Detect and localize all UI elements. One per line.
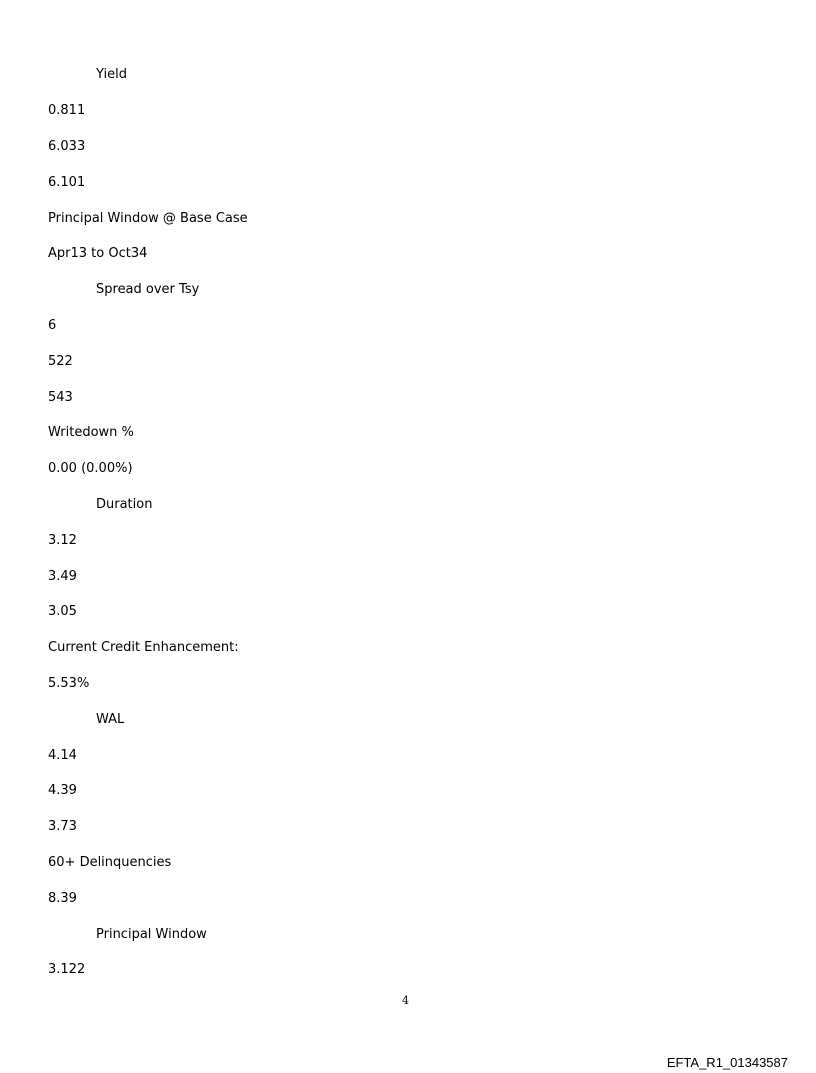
document-id: EFTA_R1_01343587 bbox=[666, 1055, 788, 1070]
principal-window-heading: Principal Window bbox=[96, 927, 207, 942]
yield-value-1: 0.811 bbox=[48, 103, 86, 118]
principal-window-base-value: Apr13 to Oct34 bbox=[48, 246, 148, 261]
yield-heading: Yield bbox=[96, 67, 127, 82]
page-number: 4 bbox=[402, 994, 409, 1007]
wal-heading: WAL bbox=[96, 712, 125, 727]
duration-value-3: 3.05 bbox=[48, 604, 77, 619]
yield-value-3: 6.101 bbox=[48, 175, 86, 190]
spread-value-2: 522 bbox=[48, 354, 73, 369]
credit-enhancement-value: 5.53% bbox=[48, 676, 90, 691]
yield-value-2: 6.033 bbox=[48, 139, 86, 154]
duration-value-2: 3.49 bbox=[48, 569, 77, 584]
writedown-value: 0.00 (0.00%) bbox=[48, 461, 133, 476]
wal-value-3: 3.73 bbox=[48, 819, 77, 834]
wal-value-1: 4.14 bbox=[48, 748, 77, 763]
spread-heading: Spread over Tsy bbox=[96, 282, 200, 297]
spread-value-3: 543 bbox=[48, 390, 73, 405]
spread-value-1: 6 bbox=[48, 318, 57, 333]
principal-window-value: 3.122 bbox=[48, 962, 86, 977]
wal-value-2: 4.39 bbox=[48, 783, 77, 798]
credit-enhancement-label: Current Credit Enhancement: bbox=[48, 640, 239, 655]
duration-value-1: 3.12 bbox=[48, 533, 77, 548]
delinquencies-label: 60+ Delinquencies bbox=[48, 855, 172, 870]
duration-heading: Duration bbox=[96, 497, 153, 512]
writedown-label: Writedown % bbox=[48, 425, 134, 440]
principal-window-base-label: Principal Window @ Base Case bbox=[48, 211, 248, 226]
delinquencies-value: 8.39 bbox=[48, 891, 77, 906]
